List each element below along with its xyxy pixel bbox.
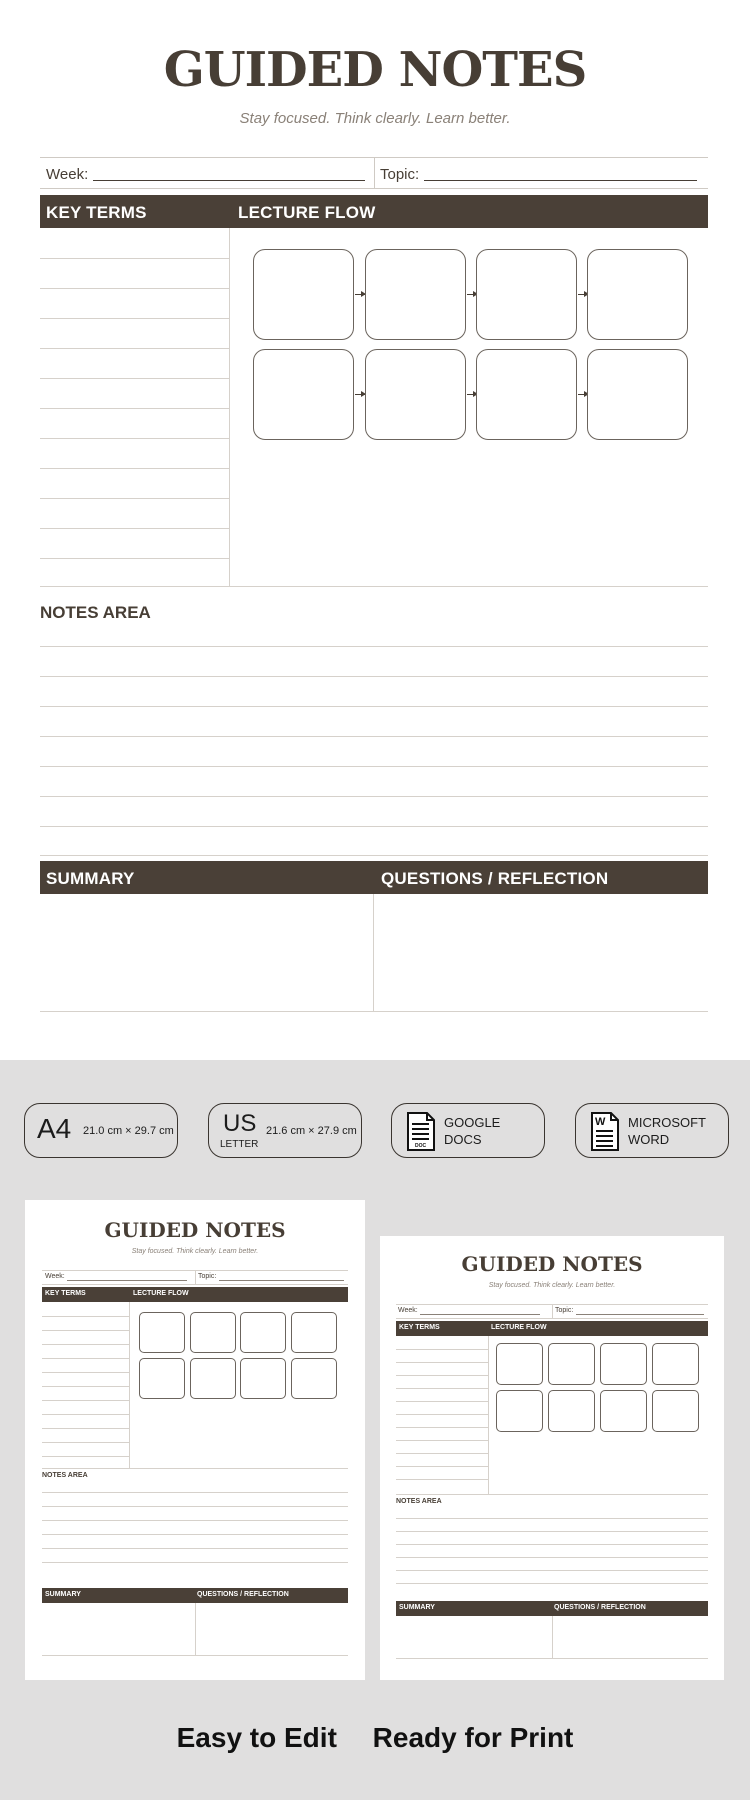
thumb-key-term-line bbox=[42, 1372, 129, 1373]
thumb-flow-box bbox=[600, 1390, 647, 1432]
lecture-flow-area bbox=[231, 228, 708, 586]
a4-label: A4 bbox=[37, 1113, 72, 1144]
a4-format-badge bbox=[24, 1103, 178, 1158]
thumb-flow-box bbox=[291, 1312, 337, 1353]
google-docs-icon bbox=[406, 1112, 436, 1151]
thumb-week-label: Week: bbox=[45, 1273, 65, 1280]
notes-line bbox=[40, 766, 708, 767]
lecture-flow-heading: LECTURE FLOW bbox=[238, 203, 376, 222]
thumb-summary-heading: SUMMARY bbox=[45, 1591, 81, 1598]
thumb-topic-label: Topic: bbox=[198, 1273, 217, 1280]
thumb-notes-line bbox=[396, 1557, 708, 1558]
word-line2: WORD bbox=[628, 1132, 670, 1147]
thumb-rule bbox=[42, 1468, 348, 1469]
thumb-tagline: Stay focused. Think clearly. Learn better. bbox=[488, 1282, 616, 1289]
key-term-line bbox=[40, 348, 230, 349]
thumb-key-term-line bbox=[42, 1414, 129, 1415]
microsoft-word-label bbox=[628, 1114, 706, 1148]
thumb-lecture-flow-heading: LECTURE FLOW bbox=[491, 1324, 547, 1331]
thumb-flow-box bbox=[190, 1312, 236, 1353]
thumb-notes-line bbox=[42, 1562, 348, 1563]
footer-taglines bbox=[0, 1722, 750, 1754]
thumb-key-term-line bbox=[42, 1344, 129, 1345]
thumb-flow-box bbox=[240, 1358, 286, 1399]
thumb-questions-heading: QUESTIONS / REFLECTION bbox=[197, 1591, 289, 1598]
thumb-key-terms-bar bbox=[42, 1287, 348, 1302]
microsoft-word-badge bbox=[575, 1103, 729, 1158]
notes-line bbox=[40, 826, 708, 827]
thumb-key-term-line bbox=[396, 1375, 488, 1376]
notes-line bbox=[40, 676, 708, 677]
a4-thumbnail bbox=[25, 1200, 365, 1680]
key-terms-column bbox=[40, 228, 230, 586]
thumb-lecture-flow-heading: LECTURE FLOW bbox=[133, 1290, 189, 1297]
topic-line bbox=[424, 180, 697, 181]
thumb-flow-box bbox=[139, 1358, 185, 1399]
page-title: GUIDED NOTES bbox=[163, 42, 587, 98]
notes-line bbox=[40, 855, 708, 856]
thumb-topic-label: Topic: bbox=[555, 1307, 574, 1314]
key-term-line bbox=[40, 438, 230, 439]
notes-area-heading: NOTES AREA bbox=[40, 603, 151, 622]
thumb-key-term-line bbox=[396, 1479, 488, 1480]
thumb-notes-line bbox=[396, 1570, 708, 1571]
thumb-rule bbox=[396, 1318, 708, 1319]
thumb-notes-line bbox=[42, 1534, 348, 1535]
thumb-rule bbox=[396, 1494, 708, 1495]
thumb-questions-heading: QUESTIONS / REFLECTION bbox=[554, 1604, 646, 1611]
easy-to-edit-text: Easy to Edit bbox=[176, 1722, 337, 1753]
flow-box bbox=[365, 349, 466, 440]
key-term-line bbox=[40, 528, 230, 529]
thumb-key-terms-bar bbox=[396, 1321, 708, 1336]
thumb-topic-line bbox=[219, 1280, 344, 1281]
key-term-line bbox=[40, 468, 230, 469]
key-term-line bbox=[40, 498, 230, 499]
thumb-rule bbox=[42, 1655, 348, 1656]
summary-divider bbox=[373, 894, 374, 1011]
flow-box bbox=[253, 249, 354, 340]
thumb-week-line bbox=[67, 1280, 187, 1281]
week-line bbox=[93, 180, 365, 181]
thumb-flow-box bbox=[139, 1312, 185, 1353]
flow-arrow-icon bbox=[355, 394, 365, 395]
week-field bbox=[40, 158, 374, 189]
thumb-key-term-line bbox=[42, 1400, 129, 1401]
thumb-column-divider bbox=[488, 1336, 489, 1494]
thumb-flow-box bbox=[548, 1390, 595, 1432]
thumb-flow-box bbox=[652, 1390, 699, 1432]
tagline: Stay focused. Think clearly. Learn better. bbox=[239, 110, 511, 127]
thumb-title: GUIDED NOTES bbox=[461, 1252, 643, 1276]
summary-heading: SUMMARY bbox=[46, 869, 135, 888]
flow-box bbox=[587, 249, 688, 340]
summary-bottom-line bbox=[40, 1011, 708, 1012]
thumb-notes-line bbox=[396, 1544, 708, 1545]
google-docs-line1: GOOGLE bbox=[444, 1115, 501, 1130]
thumb-key-term-line bbox=[42, 1442, 129, 1443]
thumb-week-label: Week: bbox=[398, 1307, 418, 1314]
key-term-line bbox=[40, 408, 230, 409]
thumb-notes-line bbox=[42, 1506, 348, 1507]
us-label: US bbox=[223, 1110, 257, 1137]
thumb-flow-box bbox=[496, 1390, 543, 1432]
thumb-rule bbox=[396, 1658, 708, 1659]
flow-box bbox=[476, 249, 577, 340]
thumb-notes-line bbox=[42, 1548, 348, 1549]
thumb-title: GUIDED NOTES bbox=[104, 1218, 286, 1242]
thumb-flow-box bbox=[240, 1312, 286, 1353]
thumb-summary-bar bbox=[42, 1588, 348, 1603]
thumb-key-term-line bbox=[396, 1453, 488, 1454]
thumb-summary-heading: SUMMARY bbox=[399, 1604, 435, 1611]
word-doc-icon-text: W bbox=[595, 1116, 606, 1128]
summary-header-bar bbox=[40, 861, 708, 894]
flow-box bbox=[476, 349, 577, 440]
thumb-key-term-line bbox=[42, 1456, 129, 1457]
thumb-flow-box bbox=[600, 1343, 647, 1385]
thumb-notes-line bbox=[42, 1492, 348, 1493]
thumb-notes-heading: NOTES AREA bbox=[42, 1472, 88, 1479]
thumb-key-term-line bbox=[42, 1386, 129, 1387]
flow-box bbox=[587, 349, 688, 440]
thumb-key-term-line bbox=[396, 1349, 488, 1350]
letter-label: LETTER bbox=[220, 1139, 259, 1150]
google-docs-line2: DOCS bbox=[444, 1132, 482, 1147]
thumb-key-term-line bbox=[396, 1427, 488, 1428]
key-term-line bbox=[40, 258, 230, 259]
thumb-key-term-line bbox=[42, 1428, 129, 1429]
key-term-line bbox=[40, 378, 230, 379]
thumb-summary-bar bbox=[396, 1601, 708, 1616]
thumb-key-term-line bbox=[396, 1414, 488, 1415]
week-label: Week: bbox=[46, 166, 89, 183]
ready-for-print-text: Ready for Print bbox=[372, 1722, 574, 1753]
thumb-flow-box bbox=[190, 1358, 236, 1399]
google-docs-badge bbox=[391, 1103, 545, 1158]
thumb-tagline: Stay focused. Think clearly. Learn better. bbox=[131, 1248, 259, 1255]
thumb-week-line bbox=[420, 1314, 540, 1315]
thumb-key-terms-heading: KEY TERMS bbox=[45, 1290, 86, 1297]
thumb-notes-line bbox=[396, 1583, 708, 1584]
topic-field bbox=[374, 158, 708, 189]
thumb-key-term-line bbox=[396, 1440, 488, 1441]
thumb-flow-box bbox=[291, 1358, 337, 1399]
thumb-topic-line bbox=[576, 1314, 704, 1315]
thumb-key-term-line bbox=[42, 1330, 129, 1331]
word-line1: MICROSOFT bbox=[628, 1115, 706, 1130]
notes-line bbox=[40, 736, 708, 737]
questions-heading: QUESTIONS / REFLECTION bbox=[381, 869, 609, 888]
thumb-summary-divider bbox=[195, 1603, 196, 1655]
key-terms-heading: KEY TERMS bbox=[46, 203, 147, 222]
thumb-key-term-line bbox=[396, 1388, 488, 1389]
a4-size: 21.0 cm × 29.7 cm bbox=[83, 1125, 174, 1137]
key-term-line bbox=[40, 318, 230, 319]
us-letter-format-badge bbox=[208, 1103, 362, 1158]
week-topic-row bbox=[40, 157, 708, 189]
flow-box bbox=[365, 249, 466, 340]
key-terms-header-bar bbox=[40, 195, 708, 228]
flow-box bbox=[253, 349, 354, 440]
thumb-flow-box bbox=[548, 1343, 595, 1385]
thumb-divider bbox=[552, 1304, 553, 1318]
thumb-notes-line bbox=[42, 1520, 348, 1521]
section-divider bbox=[40, 586, 708, 587]
thumb-key-term-line bbox=[396, 1401, 488, 1402]
thumb-key-term-line bbox=[396, 1466, 488, 1467]
thumb-column-divider bbox=[129, 1302, 130, 1468]
thumb-key-terms-heading: KEY TERMS bbox=[399, 1324, 440, 1331]
notes-line bbox=[40, 706, 708, 707]
thumb-flow-box bbox=[652, 1343, 699, 1385]
thumb-key-term-line bbox=[396, 1362, 488, 1363]
notes-line bbox=[40, 646, 708, 647]
us-letter-size: 21.6 cm × 27.9 cm bbox=[266, 1125, 357, 1137]
thumb-notes-line bbox=[396, 1518, 708, 1519]
google-docs-label bbox=[444, 1114, 500, 1148]
thumb-notes-line bbox=[396, 1531, 708, 1532]
thumb-notes-heading: NOTES AREA bbox=[396, 1498, 442, 1505]
topic-label: Topic: bbox=[380, 166, 420, 183]
key-term-line bbox=[40, 288, 230, 289]
thumb-key-term-line bbox=[42, 1358, 129, 1359]
key-term-line bbox=[40, 558, 230, 559]
thumb-summary-divider bbox=[552, 1616, 553, 1658]
thumb-divider bbox=[195, 1270, 196, 1284]
us-letter-thumbnail bbox=[380, 1236, 724, 1680]
thumb-key-term-line bbox=[42, 1316, 129, 1317]
flow-arrow-icon bbox=[355, 294, 365, 295]
word-doc-icon bbox=[590, 1112, 620, 1151]
notes-line bbox=[40, 796, 708, 797]
thumb-flow-box bbox=[496, 1343, 543, 1385]
google-docs-icon-text: DOC bbox=[415, 1143, 427, 1149]
thumb-rule bbox=[42, 1284, 348, 1285]
